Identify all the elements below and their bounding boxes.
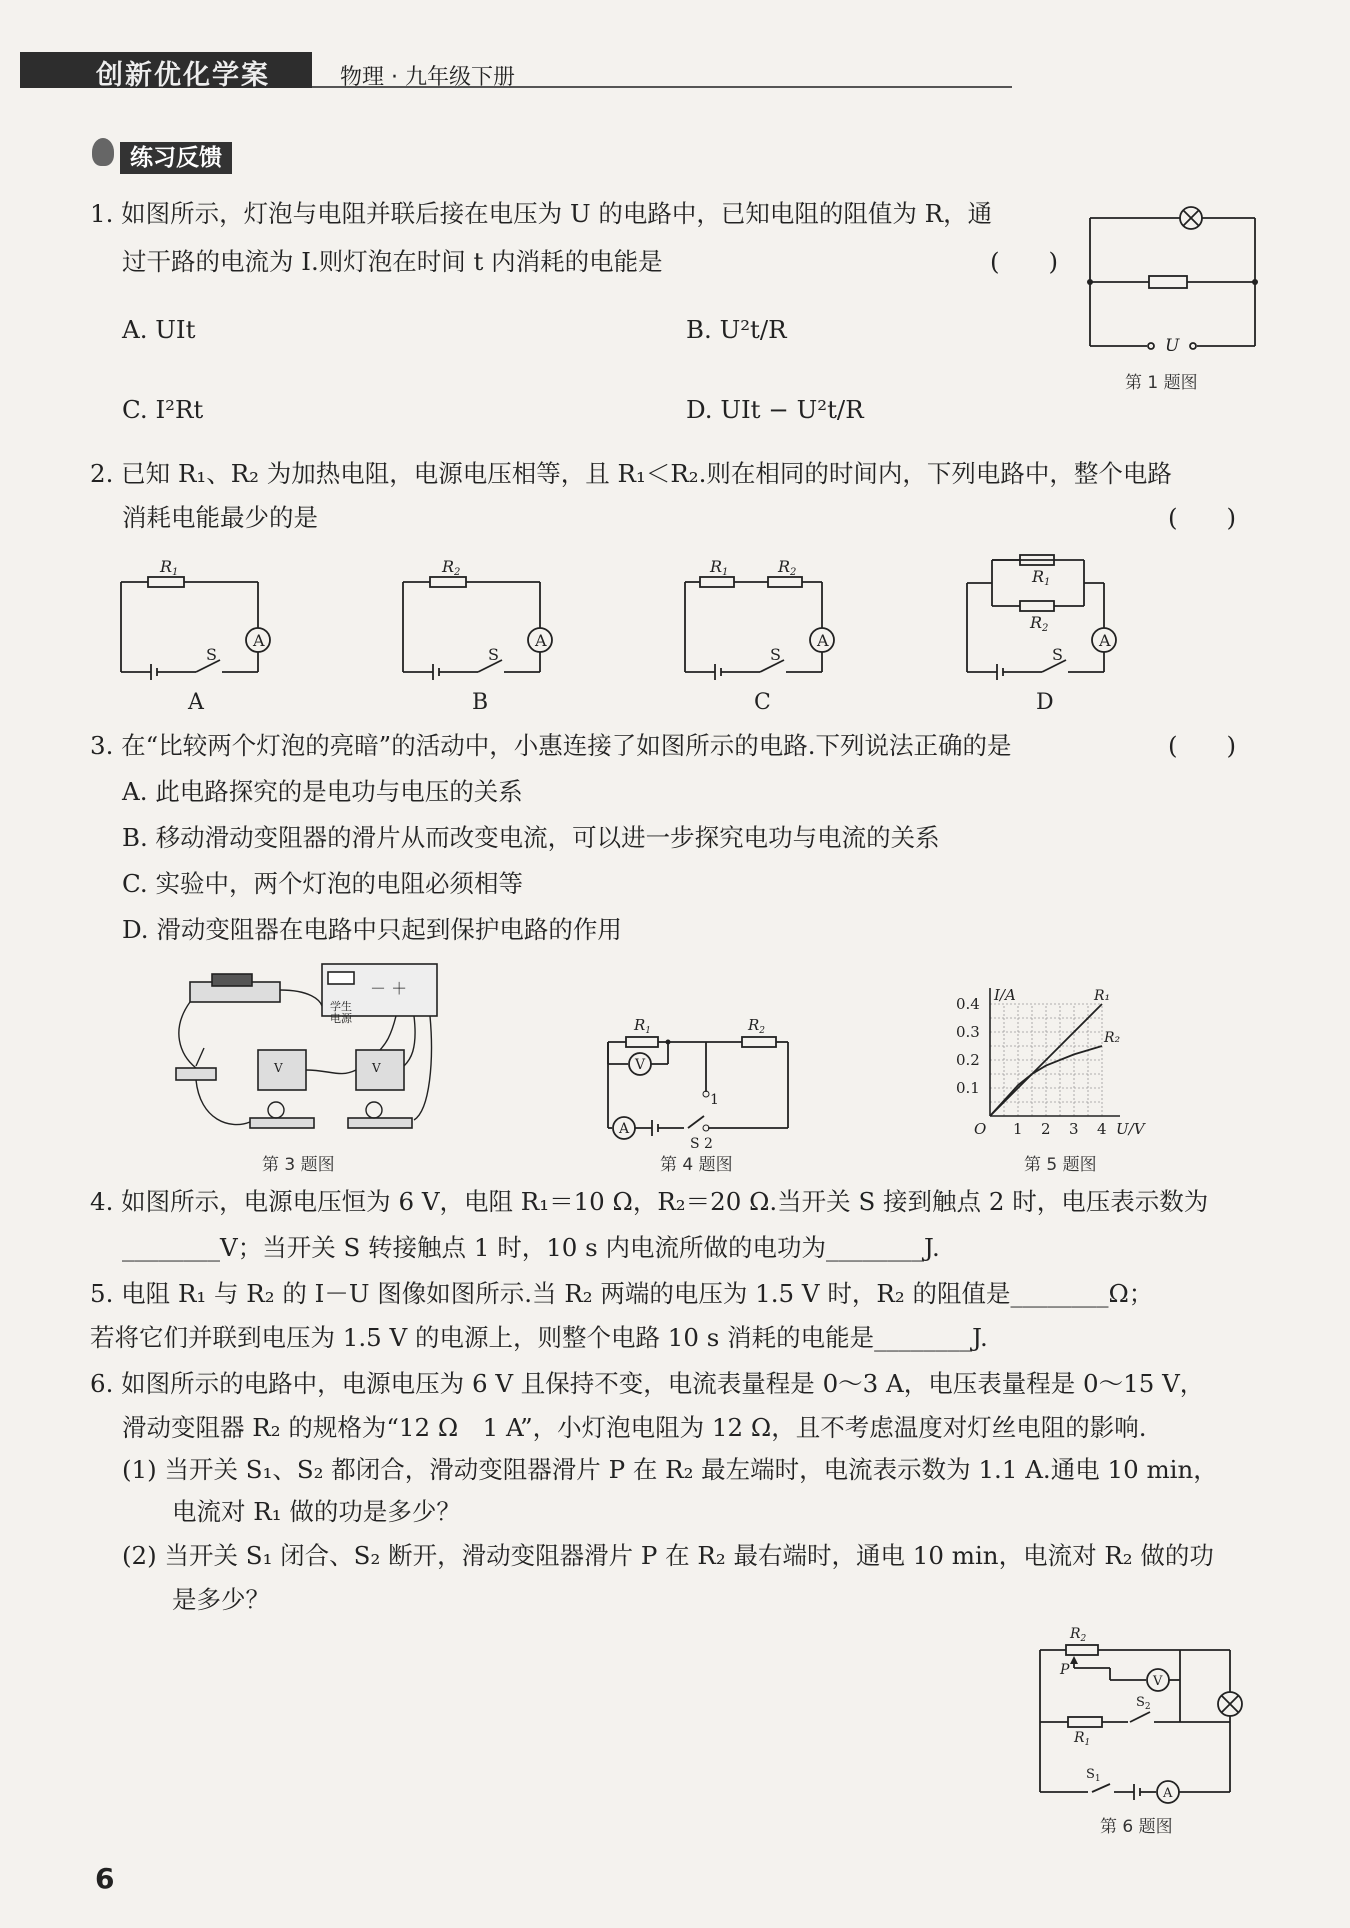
svg-text:电源: 电源: [330, 1012, 352, 1025]
q2-label-c: C: [754, 690, 771, 715]
q3-option-c: C. 实验中，两个灯泡的电阻必须相等: [122, 869, 523, 898]
q2-label-b: B: [472, 690, 489, 715]
q2-circuit-b: [400, 557, 560, 680]
header-subject: 物理 · 九年级下册: [340, 65, 515, 90]
fig5-iu-graph: [950, 966, 1180, 1156]
q1-answer-paren: ( ): [990, 247, 1059, 276]
svg-text:R2: R2: [1030, 613, 1049, 634]
svg-text:R2: R2: [778, 557, 797, 578]
svg-text:A: A: [1099, 631, 1111, 650]
q4-line1: 4. 如图所示，电源电压恒为 6 V，电阻 R₁＝10 Ω，R₂＝20 Ω.当开关 S 接到触点 2 时，电压表示数为: [90, 1187, 1209, 1216]
svg-text:A: A: [817, 631, 829, 650]
svg-text:S: S: [206, 645, 217, 664]
origin-label: O: [974, 1120, 987, 1138]
svg-text:S 2: S 2: [690, 1136, 713, 1152]
svg-text:R1: R1: [710, 557, 729, 578]
fig6-caption: 第 6 题图: [1100, 1817, 1173, 1837]
svg-text:S1: $S_1$: [1086, 1767, 1101, 1784]
svg-text:V: V: [274, 1061, 283, 1075]
y-tick-label: 0.3: [956, 1023, 980, 1041]
header-brand: 创新优化学案: [96, 60, 270, 91]
svg-text:S2: $S_2$: [1136, 1695, 1151, 1712]
q3-line1: 3. 在“比较两个灯泡的亮暗”的活动中，小惠连接了如图所示的电路.下列说法正确的是: [90, 731, 1012, 760]
q5-line1: 5. 电阻 R₁ 与 R₂ 的 I－U 图像如图所示.当 R₂ 两端的电压为 1.5 V 时，R₂ 的阻值是________Ω；: [90, 1279, 1154, 1308]
svg-text:R2: $R_2$: [748, 1016, 766, 1036]
svg-text:A: A: [1163, 1786, 1173, 1801]
q2-answer-paren: ( ): [1168, 503, 1237, 532]
q1-option-c: C. I²Rt: [122, 395, 204, 424]
svg-text:V: V: [635, 1057, 646, 1073]
page-number: 6: [95, 1862, 115, 1895]
fig6-circuit: [1030, 1622, 1250, 1802]
fig1-circuit: [1085, 200, 1265, 360]
q2-circuit-a: [118, 557, 278, 680]
q6-part2-line2: 是多少？: [172, 1585, 270, 1614]
fig3-caption: 第 3 题图: [262, 1155, 335, 1175]
q2-label-d: D: [1036, 690, 1054, 715]
x-tick-label: 2: [1041, 1120, 1051, 1138]
q2-circuit-c: [682, 557, 842, 680]
svg-text:U: U: [1165, 336, 1180, 356]
fig3-apparatus: [170, 960, 440, 1145]
x-tick-label: 4: [1097, 1120, 1107, 1138]
svg-text:S: S: [1052, 645, 1063, 664]
x-axis-label: U/V: [1116, 1120, 1145, 1138]
x-tick-label: 1: [1013, 1120, 1023, 1138]
svg-text:学生: 学生: [330, 1000, 352, 1013]
svg-text:R2: R2: [442, 557, 461, 578]
q1-option-a: A. UIt: [122, 315, 196, 344]
q1-option-b: B. U²t/R: [686, 315, 787, 344]
series-label-2: R₂: [1104, 1030, 1121, 1046]
svg-text:R2: $R_2$: [1070, 1626, 1087, 1644]
y-axis-label: I/A: [994, 986, 1016, 1004]
svg-text:R1: $R_1$: [634, 1016, 652, 1036]
q4-line2: ________V；当开关 S 转接触点 1 时，10 s 内电流所做的电功为________J.: [122, 1233, 940, 1262]
q5-line2: 若将它们并联到电压为 1.5 V 的电源上，则整个电路 10 s 消耗的电能是________J.: [90, 1323, 988, 1352]
fig4-circuit: [598, 1012, 798, 1152]
fig5-caption: 第 5 题图: [1024, 1155, 1097, 1175]
q2-circuit-d: [964, 548, 1124, 680]
fig4-caption: 第 4 题图: [660, 1155, 733, 1175]
series-label-1: R₁: [1094, 988, 1111, 1004]
q1-line1: 1. 如图所示，灯泡与电阻并联后接在电压为 U 的电路中，已知电阻的阻值为 R，通: [90, 199, 993, 228]
svg-text:A: A: [619, 1121, 630, 1137]
q2-line2: 消耗电能最少的是: [122, 503, 318, 532]
y-tick-label: 0.4: [956, 995, 980, 1013]
fig1-caption: 第 1 题图: [1125, 373, 1198, 393]
series-line-2: [990, 1046, 1102, 1116]
q3-answer-paren: ( ): [1168, 731, 1237, 760]
lightbulb-icon: [92, 138, 114, 166]
q6-part1-line2: 电流对 R₁ 做的功是多少？: [172, 1497, 461, 1526]
y-tick-label: 0.1: [956, 1079, 980, 1097]
x-tick-label: 3: [1069, 1120, 1079, 1138]
q3-option-d: D. 滑动变阻器在电路中只起到保护电路的作用: [122, 915, 622, 944]
svg-text:R1: R1: [1032, 567, 1051, 588]
q1-line2: 过干路的电流为 I.则灯泡在时间 t 内消耗的电能是: [122, 247, 663, 276]
svg-text:S: S: [488, 645, 499, 664]
q6-line1: 6. 如图所示的电路中，电源电压为 6 V 且保持不变，电流表量程是 0～3 A，电压表量程是 0～15 V，: [90, 1369, 1205, 1398]
section-title: 练习反馈: [120, 142, 232, 174]
q3-option-a: A. 此电路探究的是电功与电压的关系: [122, 777, 523, 806]
svg-text:V: V: [372, 1061, 381, 1075]
header-rule: [312, 86, 1012, 88]
q3-option-b: B. 移动滑动变阻器的滑片从而改变电流，可以进一步探究电功与电流的关系: [122, 823, 940, 852]
svg-text:－ ＋: － ＋: [370, 979, 408, 998]
svg-text:P: P: [1060, 1662, 1070, 1678]
q6-line2: 滑动变阻器 R₂ 的规格为“12 Ω 1 A”，小灯泡电阻为 12 Ω，且不考虑温度对灯丝电阻的影响.: [122, 1413, 1147, 1442]
svg-text:A: A: [253, 631, 265, 650]
svg-text:S: S: [770, 645, 781, 664]
q6-part1-line1: (1) 当开关 S₁、S₂ 都闭合，滑动变阻器滑片 P 在 R₂ 最左端时，电流表示数为 1.1 A.通电 10 min，: [122, 1455, 1218, 1484]
svg-text:A: A: [535, 631, 547, 650]
svg-text:1: 1: [710, 1092, 719, 1108]
svg-text:R1: $R_1$: [1074, 1730, 1091, 1748]
q6-part2-line1: (2) 当开关 S₁ 闭合、S₂ 断开，滑动变阻器滑片 P 在 R₂ 最右端时，通电 10 min，电流对 R₂ 做的功: [122, 1541, 1214, 1570]
q1-option-d: D. UIt − U²t/R: [686, 395, 864, 424]
svg-text:R1: R1: [160, 557, 179, 578]
svg-text:V: V: [1153, 1674, 1163, 1689]
q2-line1: 2. 已知 R₁、R₂ 为加热电阻，电源电压相等，且 R₁＜R₂.则在相同的时间内，下列电路中，整个电路: [90, 459, 1172, 488]
q2-label-a: A: [188, 690, 204, 715]
y-tick-label: 0.2: [956, 1051, 980, 1069]
